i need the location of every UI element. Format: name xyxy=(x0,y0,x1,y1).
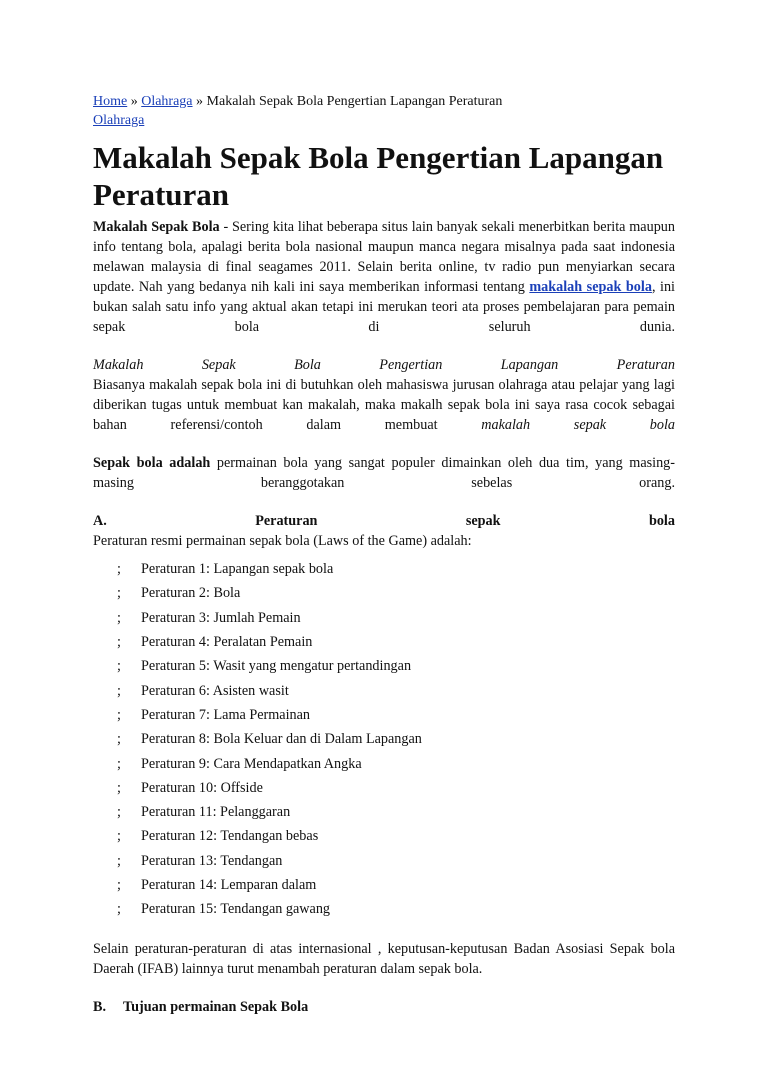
list-item xyxy=(93,849,675,873)
section-a-word: Peraturan xyxy=(255,513,318,529)
rule-text: Peraturan 9: Cara Mendapatkan Angka xyxy=(141,755,362,772)
rule-text: Peraturan 8: Bola Keluar dan di Dalam Lapangan xyxy=(141,731,422,748)
bullet-mark: ; xyxy=(117,828,121,845)
section-a-word: sepak xyxy=(465,513,501,529)
section-a-letter: A. xyxy=(93,513,107,529)
list-item xyxy=(93,873,675,897)
list-item xyxy=(93,606,675,630)
section-a-heading xyxy=(93,511,675,531)
intro-lead: Makalah Sepak Bola xyxy=(93,219,220,235)
intro-text-1: - Sering kita lihat beberapa situs lain banyak sekali menerbitkan berita maupun info tentang bola, apalagi berita bola nasional maupun manca negara misalnya pada saat indonesia melawan malaysia di final seagames 2011. Selain berita online, tv radio pun menyiarkan secara update. Nah yang bedanya nih kali ini saya memberikan informasi tentang xyxy=(93,219,675,295)
list-item xyxy=(93,727,675,751)
list-item xyxy=(93,557,675,581)
breadcrumb-separator: » xyxy=(192,94,207,109)
bullet-mark: ; xyxy=(117,804,121,821)
rule-text: Peraturan 10: Offside xyxy=(141,779,263,796)
list-item xyxy=(93,824,675,848)
subheading-italic: Makalah Sepak Bola Pengertian Lapangan Peraturan xyxy=(93,357,675,373)
section-b-title: Tujuan permainan Sepak Bola xyxy=(123,999,309,1016)
rules-list xyxy=(93,557,675,921)
bullet-mark: ; xyxy=(117,779,121,796)
rule-text: Peraturan 11: Pelanggaran xyxy=(141,804,291,821)
definition-text: permainan bola yang sangat populer dimainkan oleh dua tim, yang masing-masing beranggotakan sebelas orang. xyxy=(93,455,676,491)
paragraph-usage-text: Biasanya makalah sepak bola ini di butuhkan oleh mahasiswa jurusan olahraga atau pelajar yang lagi diberikan tugas untuk membuat kan makalah, maka makalh sepak bola ini saya rasa cocok sebagai bahan referensi/contoh dalam membuat xyxy=(93,377,675,433)
breadcrumb-current: Makalah Sepak Bola Pengertian Lapangan Peraturan xyxy=(206,94,503,109)
rule-text: Peraturan 1: Lapangan sepak bola xyxy=(141,561,334,578)
bullet-mark: ; xyxy=(117,561,121,578)
bullet-mark: ; xyxy=(117,658,121,675)
definition-paragraph xyxy=(93,453,675,493)
bullet-mark: ; xyxy=(117,852,121,869)
intro-text-2: , ini bukan salah satu info yang aktual akan tetapi ini merukan teori ata proses pembelajaran para pemain sepak bola di seluruh dunia. xyxy=(93,279,675,335)
rule-text: Peraturan 6: Asisten wasit xyxy=(141,682,289,699)
bullet-mark: ; xyxy=(117,634,121,651)
list-item xyxy=(93,581,675,605)
bullet-mark: ; xyxy=(117,877,121,893)
paragraph-usage xyxy=(93,375,675,435)
bullet-mark: ; xyxy=(117,731,121,748)
rule-text: Peraturan 2: Bola xyxy=(141,585,241,602)
list-item xyxy=(93,751,675,775)
section-a-word: bola xyxy=(648,513,675,529)
page-title: Makalah Sepak Bola Pengertian Lapangan Peraturan xyxy=(93,140,664,212)
list-item xyxy=(93,678,675,702)
closing-paragraph: Selain peraturan-peraturan di atas internasional , keputusan-keputusan Badan Asosiasi Sepak bola Daerah (IFAB) lainnya turut menambah peraturan dalam sepak bola. xyxy=(93,941,675,978)
breadcrumb-home-link[interactable]: Home xyxy=(93,94,128,109)
makalah-sepak-bola-link[interactable]: makalah sepak bola xyxy=(529,279,652,295)
list-item xyxy=(93,703,675,727)
list-item xyxy=(93,630,675,654)
section-b-heading xyxy=(93,997,675,1017)
bullet-mark: ; xyxy=(117,682,121,699)
list-item xyxy=(93,776,675,800)
rule-text: Peraturan 13: Tendangan xyxy=(141,852,283,869)
rule-text: Peraturan 3: Jumlah Pemain xyxy=(141,609,301,626)
list-item xyxy=(93,897,675,921)
rule-text: Peraturan 15: Tendangan gawang xyxy=(141,901,331,918)
intro-paragraph xyxy=(93,217,675,337)
definition-lead: Sepak bola adalah xyxy=(93,455,211,471)
rules-intro: Peraturan resmi permainan sepak bola (Laws of the Game) adalah: xyxy=(93,533,472,549)
category-link[interactable]: Olahraga xyxy=(93,113,145,128)
bullet-mark: ; xyxy=(117,585,121,602)
list-item xyxy=(93,654,675,678)
rule-text: Peraturan 14: Lemparan dalam xyxy=(141,877,317,893)
rule-text: Peraturan 12: Tendangan bebas xyxy=(141,828,319,845)
bullet-mark: ; xyxy=(117,755,121,772)
breadcrumb-separator: » xyxy=(127,94,142,109)
paragraph-usage-italic: makalah sepak bola xyxy=(481,417,676,433)
bullet-mark: ; xyxy=(117,609,121,626)
rule-text: Peraturan 5: Wasit yang mengatur pertandingan xyxy=(141,658,412,675)
rule-text: Peraturan 7: Lama Permainan xyxy=(141,706,311,723)
list-item xyxy=(93,800,675,824)
bullet-mark: ; xyxy=(117,901,121,918)
section-b-letter: B. xyxy=(93,999,107,1016)
rule-text: Peraturan 4: Peralatan Pemain xyxy=(141,634,313,651)
breadcrumb xyxy=(93,92,675,111)
bullet-mark: ; xyxy=(117,706,121,723)
breadcrumb-category-link[interactable]: Olahraga xyxy=(141,94,193,109)
